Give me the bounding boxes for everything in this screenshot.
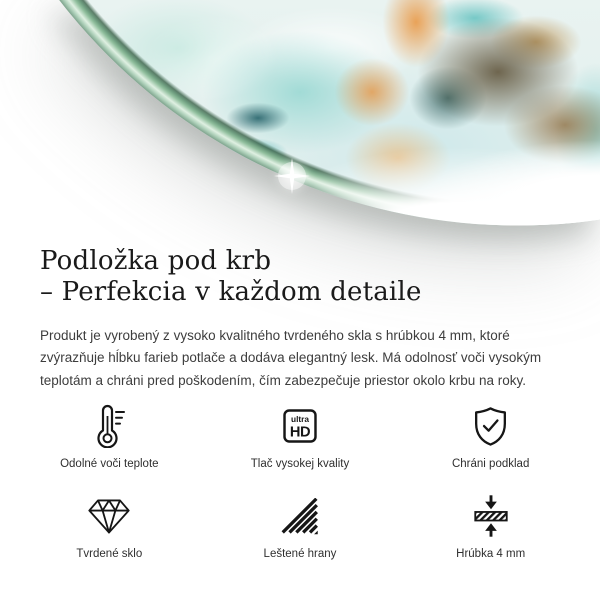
feature-polished-edges [205, 493, 396, 561]
hd-text: HD [289, 424, 311, 441]
feature-label: Tvrdené sklo [76, 548, 143, 560]
thermometer-icon [93, 403, 125, 449]
polished-edges-icon [280, 493, 320, 539]
feature-heat-resistant [14, 403, 205, 471]
feature-label: Leštené hrany [263, 548, 337, 560]
feature-label: Tlač vysokej kvality [250, 458, 350, 470]
ultra-hd-icon [283, 403, 317, 449]
feature-label: Chráni podklad [451, 458, 530, 470]
page-title-line1: Podložka pod krb [40, 246, 272, 277]
feature-protects-base [395, 403, 586, 471]
product-description: Produkt je vyrobený z vysoko kvalitného tvrdeného skla s hrúbkou 4 mm, ktoré zvýrazňuje hĺbku farieb potlače a dodáva elegantný lesk. Má odolnosť voči vysokým teplotám a chráni pred poškodením, čím zabezpečuje priestor okolo krbu na roky. [40, 327, 542, 388]
feature-print-quality [205, 403, 396, 471]
feature-thickness [395, 493, 586, 561]
feature-label: Hrúbka 4 mm [456, 548, 526, 560]
diamond-icon [87, 493, 131, 539]
ultra-text: ultra [290, 413, 309, 424]
feature-label: Odolné voči teplote [60, 458, 159, 470]
feature-tempered-glass [14, 493, 205, 561]
thickness-icon [473, 493, 509, 539]
features-grid [14, 403, 586, 561]
shield-check-icon [472, 403, 509, 449]
sparkle-icon [272, 156, 312, 196]
hero-image [0, 0, 600, 236]
page-title-line2: – Perfekcia v každom detaile [40, 277, 422, 308]
page-title [40, 246, 422, 308]
glass-disc [0, 0, 600, 236]
glass-disc-shadow [0, 0, 600, 236]
